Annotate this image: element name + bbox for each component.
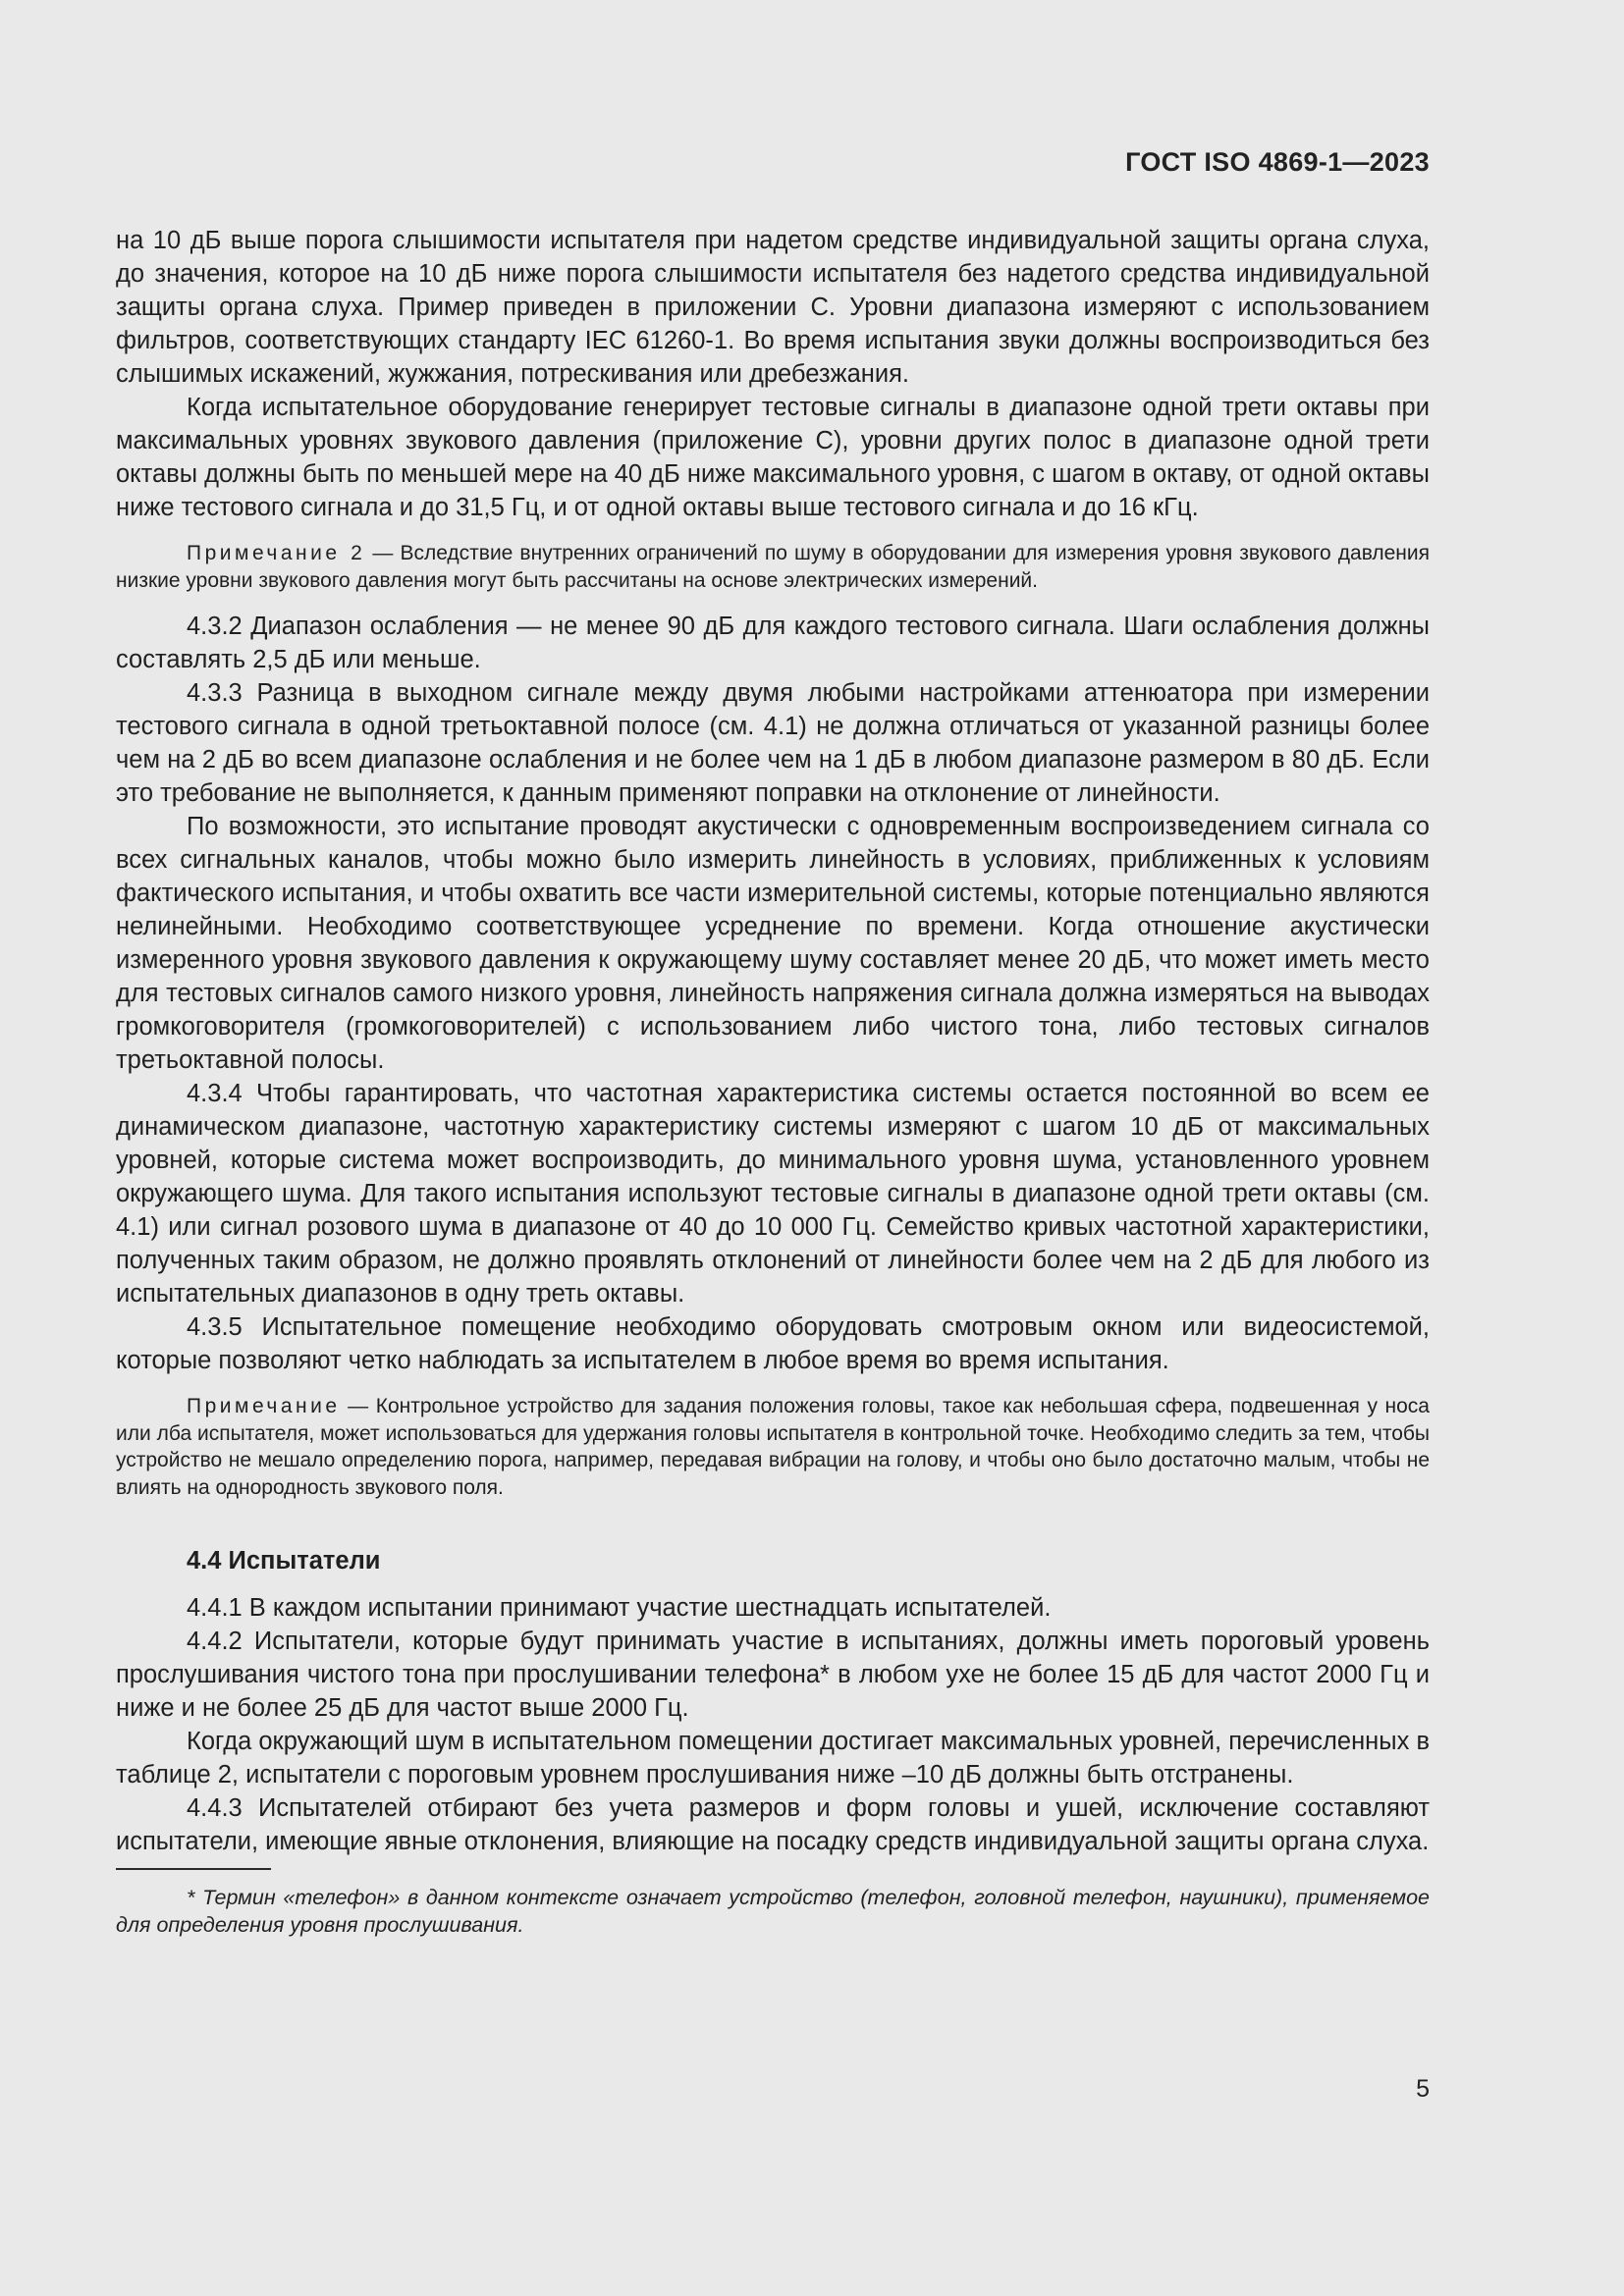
paragraph-continuation: на 10 дБ выше порога слышимости испытателя при надетом средстве индивидуальной защиты органа слуха, до значения, которое на 10 дБ ниже порога слышимости испытателя без надетого средства индивидуальной защиты органа слуха. Пример приведен в приложении С. Уровни диапазона измеряют с использованием фильтров, соответствующих стандарту IEC 61260-1. Во время испытания звуки должны воспроизводиться без слышимых искажений, жужжания, потрескивания или дребезжания. [116, 227, 1430, 388]
section-heading-4-4: 4.4 Испытатели [187, 1547, 381, 1575]
paragraph-4-3-3-continued: По возможности, это испытание проводят акустически с одновременным воспроизведением сигнала со всех сигнальных каналов, чтобы можно было измерить линейность в условиях, приближенных к условиям фактического испытания, и чтобы охватить все части измерительной системы, которые потенциально являются нелинейными. Необходимо соответствующее усреднение по времени. Когда отношение акустически измеренного уровня звукового давления к окружающему шуму составляет менее 20 дБ, что может иметь место для тестовых сигналов самого низкого уровня, линейность напряжения сигнала должна измеряться на выводах громкоговорителя (громкоговорителей) с использованием либо чистого тона, либо тестовых сигналов третьоктавной полосы. [116, 813, 1430, 1074]
document-header: ГОСТ ISO 4869-1—2023 [1125, 147, 1430, 177]
note-2-label: Примечание 2 [187, 542, 366, 564]
footnote-separator [116, 1868, 271, 1870]
page-number: 5 [1416, 2075, 1430, 2103]
paragraph-4-4-1: 4.4.1 В каждом испытании принимают участие шестнадцать испытателей. [187, 1594, 1052, 1622]
paragraph-4-4-3: 4.4.3 Испытателей отбирают без учета размеров и форм головы и ушей, исключение составляют испытатели, имеющие явные отклонения, влияющие на посадку средств индивидуальной защиты органа слуха. [116, 1794, 1430, 1855]
note-label: Примечание [187, 1395, 341, 1417]
paragraph-4-3-2: 4.3.2 Диапазон ослабления — не менее 90 дБ для каждого тестового сигнала. Шаги ослабления должны составлять 2,5 дБ или меньше. [116, 613, 1430, 673]
note-2-text: — Вследствие внутренних ограничений по шуму в оборудовании для измерения уровня звукового давления низкие уровни звукового давления могут быть рассчитаны на основе электрических измерений. [116, 542, 1430, 592]
paragraph-4-3-4: 4.3.4 Чтобы гарантировать, что частотная характеристика системы остается постоянной во всем ее динамическом диапазоне, частотную характеристику системы измеряют с шагом 10 дБ от максимальных уровней, которые система может воспроизводить, до минимального уровня шума, установленного уровнем окружающего шума. Для такого испытания используют тестовые сигналы в диапазоне одной трети октавы (см. 4.1) или сигнал розового шума в диапазоне от 40 до 10 000 Гц. Семейство кривых частотной характеристики, полученных таким образом, не должно проявлять отклонений от линейности более чем на 2 дБ для любого из испытательных диапазонов в одну треть октавы. [116, 1080, 1430, 1308]
note-text: — Контрольное устройство для задания положения головы, такое как небольшая сфера, подвешенная у носа или лба испытателя, может использоваться для удержания головы испытателя в контрольной точке. Необходимо следить за тем, чтобы устройство не мешало определению порога, например, передавая вибрации на голову, и чтобы оно было достаточно малым, чтобы не влиять на однородность звукового поля. [116, 1395, 1430, 1499]
paragraph-4-4-2: 4.4.2 Испытатели, которые будут принимать участие в испытаниях, должны иметь пороговый уровень прослушивания чистого тона при прослушивании телефона* в любом ухе не более 15 дБ для частот 2000 Гц и ниже и не более 25 дБ для частот выше 2000 Гц. [116, 1628, 1430, 1722]
paragraph-4-4-2-continued: Когда окружающий шум в испытательном помещении достигает максимальных уровней, перечисленных в таблице 2, испытатели с пороговым уровнем прослушивания ниже –10 дБ должны быть отстранены. [116, 1728, 1430, 1789]
paragraph-test-signals: Когда испытательное оборудование генерирует тестовые сигналы в диапазоне одной трети октавы при максимальных уровнях звукового давления (приложение С), уровни других полос в диапазоне одной трети октавы должны быть по меньшей мере на 40 дБ ниже максимального уровня, с шагом в октаву, от одной октавы ниже тестового сигнала и до 31,5 Гц, и от одной октавы выше тестового сигнала и до 16 кГц. [116, 394, 1430, 521]
paragraph-4-3-5: 4.3.5 Испытательное помещение необходимо оборудовать смотровым окном или видеосистемой, которые позволяют четко наблюдать за испытателем в любое время во время испытания. [116, 1313, 1430, 1374]
note-head-positioning [116, 1393, 1430, 1501]
footnote: * Термин «телефон» в данном контексте означает устройство (телефон, головной телефон, наушники), применяемое для определения уровня прослушивания. [116, 1886, 1430, 1937]
page-body [116, 224, 1430, 1939]
paragraph-4-3-3: 4.3.3 Разница в выходном сигнале между двумя любыми настройками аттенюатора при измерении тестового сигнала в одной третьоктавной полосе (см. 4.1) не должна отличаться от указанной разницы более чем на 2 дБ во всем диапазоне ослабления и не более чем на 1 дБ в любом диапазоне размером в 80 дБ. Если это требование не выполняется, к данным применяют поправки на отклонение от линейности. [116, 679, 1430, 807]
note-2 [116, 540, 1430, 594]
